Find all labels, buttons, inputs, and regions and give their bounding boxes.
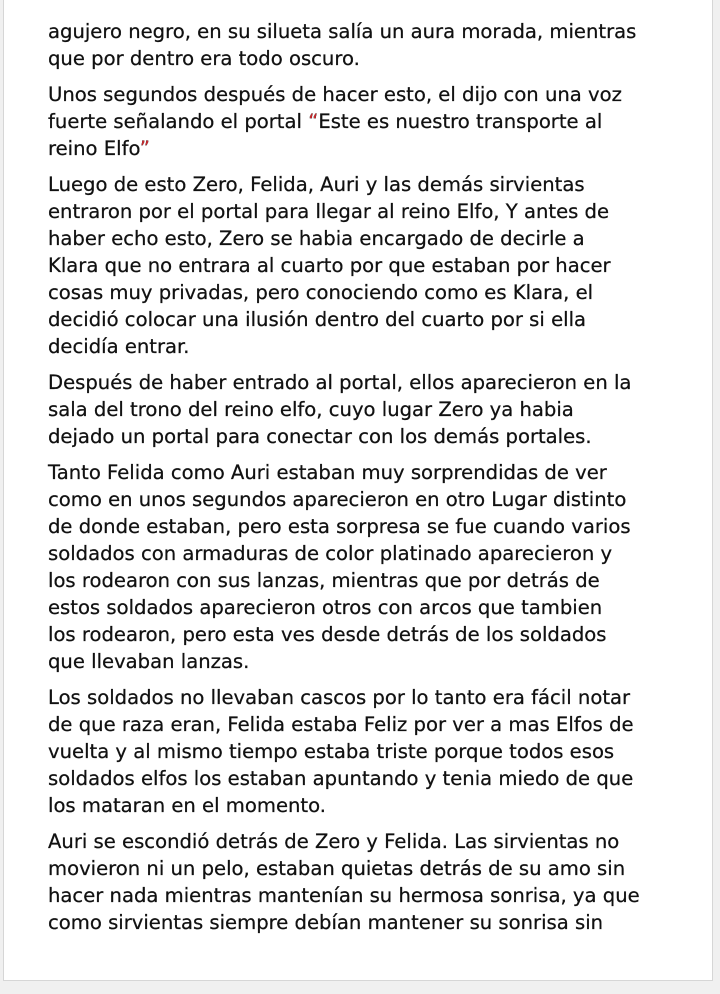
text-span: que por dentro era todo oscuro. bbox=[48, 47, 360, 70]
text-span: entraron por el portal para llegar al reino Elfo, Y antes de bbox=[48, 200, 610, 223]
text-span: fuerte señalando el portal bbox=[48, 110, 309, 133]
text-line bbox=[48, 459, 688, 486]
paragraph-4 bbox=[48, 369, 688, 450]
text-line bbox=[48, 621, 688, 648]
text-span: vuelta y al mismo tiempo estaba triste porque todos esos bbox=[48, 740, 615, 763]
text-span: cosas muy privadas, pero conociendo como es Klara, el bbox=[48, 281, 594, 304]
text-line bbox=[48, 648, 688, 675]
text-line bbox=[48, 333, 688, 360]
text-line bbox=[48, 792, 688, 819]
text-span: estos soldados aparecieron otros con arcos que tambien bbox=[48, 596, 603, 619]
open-quote-mark: “ bbox=[308, 110, 319, 133]
text-line bbox=[48, 738, 688, 765]
text-line bbox=[48, 225, 688, 252]
text-line bbox=[48, 423, 688, 450]
text-span: soldados con armaduras de color platinado aparecieron y bbox=[48, 542, 613, 565]
close-quote-mark: ” bbox=[139, 137, 150, 160]
text-line bbox=[48, 45, 688, 72]
text-line bbox=[48, 18, 688, 45]
text-span: Después de haber entrado al portal, ellos aparecieron en la bbox=[48, 371, 632, 394]
text-line bbox=[48, 81, 688, 108]
text-span: hacer nada mientras mantenían su hermosa sonrisa, ya que bbox=[48, 884, 640, 907]
text-line bbox=[48, 306, 688, 333]
quoted-text: reino Elfo bbox=[48, 137, 140, 160]
document-page bbox=[3, 0, 713, 981]
text-line bbox=[48, 396, 688, 423]
text-span: Luego de esto Zero, Felida, Auri y las demás sirvientas bbox=[48, 173, 585, 196]
text-span: que llevaban lanzas. bbox=[48, 650, 250, 673]
text-line bbox=[48, 594, 688, 621]
text-span: los rodearon con sus lanzas, mientras que por detrás de bbox=[48, 569, 600, 592]
paragraph-2 bbox=[48, 81, 688, 162]
text-line bbox=[48, 369, 688, 396]
text-span: de que raza eran, Felida estaba Feliz por ver a mas Elfos de bbox=[48, 713, 634, 736]
text-span: los rodearon, pero esta ves desde detrás de los soldados bbox=[48, 623, 607, 646]
text-span: movieron ni un pelo, estaban quietas detrás de su amo sin bbox=[48, 857, 626, 880]
text-span: como en unos segundos aparecieron en otro Lugar distinto bbox=[48, 488, 627, 511]
text-line bbox=[48, 765, 688, 792]
text-line bbox=[48, 540, 688, 567]
paragraph-1 bbox=[48, 18, 688, 72]
text-span: decidió colocar una ilusión dentro del cuarto por si ella bbox=[48, 308, 587, 331]
text-line bbox=[48, 855, 688, 882]
paragraph-5 bbox=[48, 459, 688, 675]
text-span: Los soldados no llevaban cascos por lo tanto era fácil notar bbox=[48, 686, 631, 709]
text-span: decidía entrar. bbox=[48, 335, 190, 358]
text-span: Klara que no entrara al cuarto por que estaban por hacer bbox=[48, 254, 611, 277]
paragraph-3 bbox=[48, 171, 688, 360]
text-span: como sirvientas siempre debían mantener su sonrisa sin bbox=[48, 911, 604, 934]
text-span: sala del trono del reino elfo, cuyo lugar Zero ya habia bbox=[48, 398, 574, 421]
text-span: Unos segundos después de hacer esto, el dijo con una voz bbox=[48, 83, 622, 106]
text-line bbox=[48, 909, 688, 936]
text-line bbox=[48, 882, 688, 909]
text-line bbox=[48, 513, 688, 540]
text-span: los mataran en el momento. bbox=[48, 794, 326, 817]
text-line bbox=[48, 684, 688, 711]
text-line bbox=[48, 711, 688, 738]
text-line bbox=[48, 279, 688, 306]
text-span: Tanto Felida como Auri estaban muy sorprendidas de ver bbox=[48, 461, 607, 484]
text-span: dejado un portal para conectar con los demás portales. bbox=[48, 425, 592, 448]
text-line bbox=[48, 198, 688, 225]
text-span: agujero negro, en su silueta salía un aura morada, mientras bbox=[48, 20, 637, 43]
paragraph-6 bbox=[48, 684, 688, 819]
text-line bbox=[48, 171, 688, 198]
text-span: haber echo esto, Zero se habia encargado de decirle a bbox=[48, 227, 585, 250]
text-line bbox=[48, 135, 688, 162]
text-line bbox=[48, 252, 688, 279]
text-line bbox=[48, 108, 688, 135]
paragraph-7 bbox=[48, 828, 688, 936]
text-line bbox=[48, 486, 688, 513]
text-span: de donde estaban, pero esta sorpresa se fue cuando varios bbox=[48, 515, 631, 538]
text-span: soldados elfos los estaban apuntando y tenia miedo de que bbox=[48, 767, 634, 790]
text-span: Auri se escondió detrás de Zero y Felida. Las sirvientas no bbox=[48, 830, 620, 853]
quoted-text: Este es nuestro transporte al bbox=[318, 110, 603, 133]
document-body bbox=[48, 18, 688, 945]
text-line bbox=[48, 567, 688, 594]
text-line bbox=[48, 828, 688, 855]
